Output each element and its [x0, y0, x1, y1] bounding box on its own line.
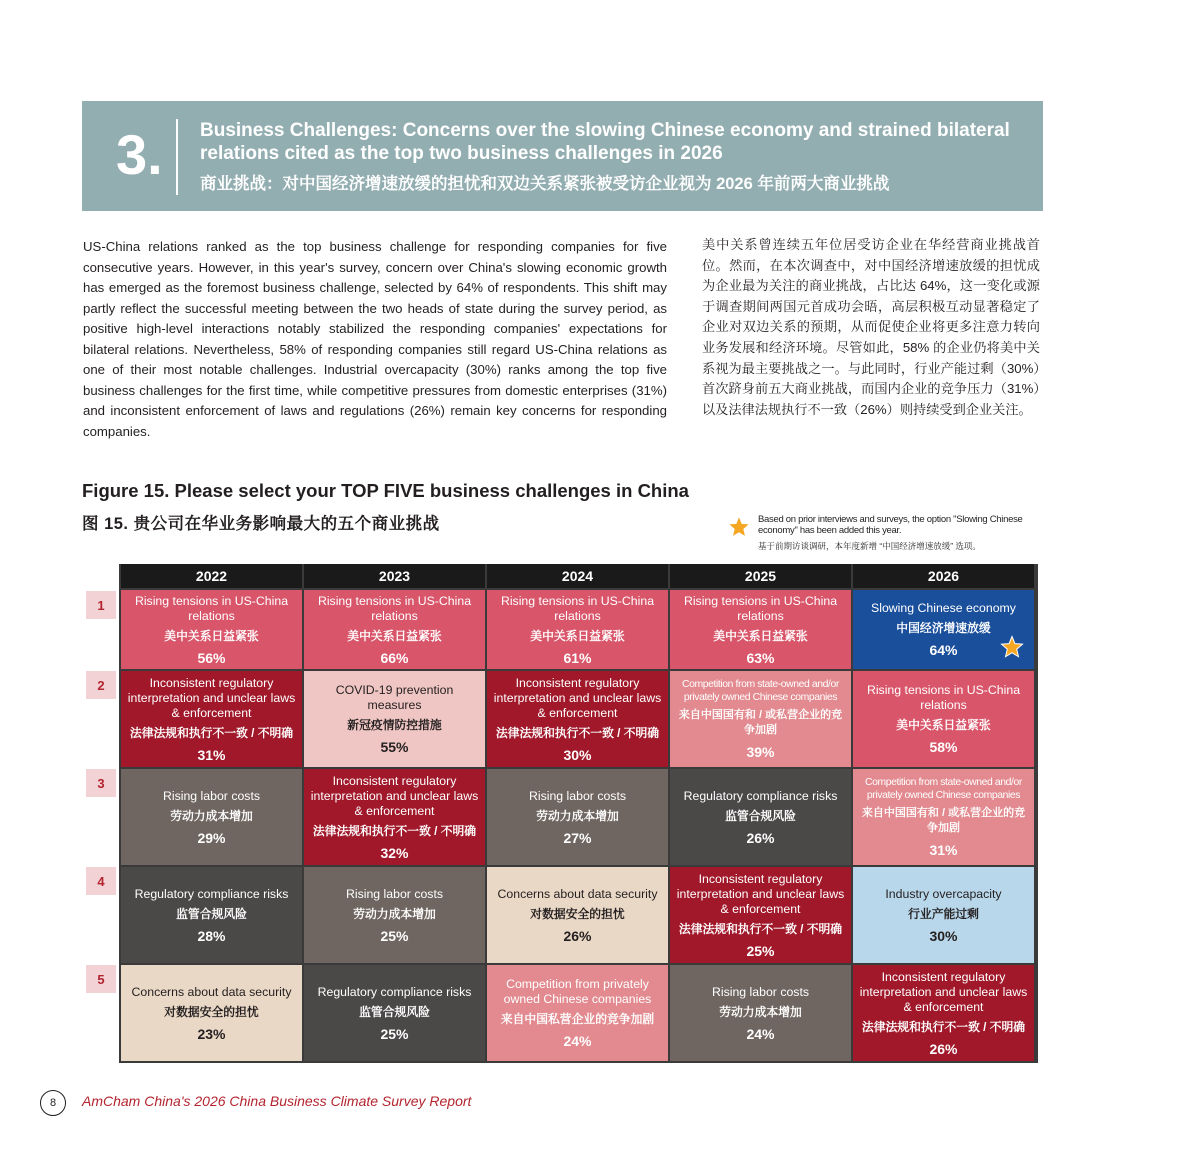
challenge-percent: 30%	[929, 927, 958, 944]
challenge-name-en: Rising tensions in US-China relations	[866, 683, 1021, 712]
challenge-cell	[487, 590, 668, 669]
challenge-name-en: Inconsistent regulatory interpretation and unclear laws & enforcement	[676, 871, 845, 916]
challenge-name-en: Rising labor costs	[711, 984, 810, 999]
challenge-percent: 29%	[197, 829, 226, 846]
challenge-name-zh: 新冠疫情防控措施	[347, 718, 442, 732]
challenge-name-en: Concerns about data security	[131, 984, 292, 999]
challenge-cell	[853, 769, 1034, 865]
challenge-name-zh: 法律法规和执行不一致 / 不明确	[678, 921, 843, 936]
challenge-cell	[853, 590, 1034, 669]
challenge-name-zh: 中国经济增速放缓	[896, 621, 991, 635]
challenge-name-zh: 法律法规和执行不一致 / 不明确	[861, 1019, 1026, 1034]
challenge-name-zh: 美中关系日益紧张	[347, 628, 442, 643]
challenge-name-en: Inconsistent regulatory interpretation and unclear laws & enforcement	[310, 773, 479, 818]
year-header: 2025	[670, 564, 851, 588]
challenge-cell	[121, 769, 302, 865]
challenge-cell	[121, 671, 302, 767]
challenge-cell	[121, 590, 302, 669]
challenge-name-zh: 美中关系日益紧张	[896, 718, 991, 732]
rank-label: 2	[86, 671, 116, 699]
challenge-name-zh: 行业产能过剩	[908, 906, 979, 921]
challenge-percent: 56%	[197, 649, 226, 666]
challenge-name-en: Slowing Chinese economy	[871, 601, 1016, 615]
star-shape	[1002, 637, 1023, 657]
section-number: 3.	[116, 123, 163, 186]
challenge-name-zh: 对数据安全的担忧	[164, 1004, 259, 1019]
rank-label: 4	[86, 867, 116, 895]
challenge-cell	[487, 867, 668, 963]
challenge-percent: 26%	[563, 927, 592, 944]
star-shape	[729, 517, 748, 536]
challenge-name-en: Industry overcapacity	[885, 886, 1002, 901]
challenge-percent: 66%	[380, 649, 409, 666]
challenge-name-zh: 美中关系日益紧张	[713, 628, 808, 643]
challenge-percent: 26%	[929, 1040, 958, 1057]
challenge-cell	[304, 769, 485, 865]
section-title-en: Business Challenges: Concerns over the slowing Chinese economy and strained bilateral relations cited as the top two business challenges in 2026	[200, 120, 1010, 164]
rank-label: 5	[86, 965, 116, 993]
challenge-name-zh: 劳动力成本增加	[170, 808, 253, 823]
body-text-zh: 美中关系曾连续五年位居受访企业在华经营商业挑战首位。然而，在本次调查中，对中国经济增速放缓的担忧成为企业最为关注的商业挑战，占比达 64%，这一变化或源于调查期间两国元首成功会晤，高层积极互动显著稳定了企业对双边关系的预期，从而促使企业将更多注意力转向业务发展和经济环境。尽管如此，58% 的企业仍将美中关系视为最主要挑战之一。与此同时，行业产能过剩（30%）首次跻身前五大商业挑战，而国内企业的竞争压力（31%）以及法律法规执行不一致（26%）则持续受到企业关注。	[702, 237, 1040, 417]
challenge-name-en: Rising tensions in US-China relations	[683, 593, 838, 623]
page-number: 8	[40, 1090, 66, 1116]
challenge-cell	[304, 965, 485, 1061]
banner-divider	[176, 119, 178, 195]
challenge-name-en: Rising labor costs	[162, 788, 261, 803]
challenge-percent: 24%	[746, 1025, 775, 1042]
year-header: 2026	[853, 564, 1034, 588]
challenge-percent: 31%	[197, 746, 226, 763]
body-text-en: US-China relations ranked as the top business challenge for responding companies for five consecutive years. However, in this year's survey, concern over China's slowing economic growth has emerged as the foremost business challenge, selected by 64% of respondents. This shift may partly reflect the successful meeting between the two heads of state during the survey period, as positive high-level interactions notably stabilized the responding companies' expectations for bilateral relations. Nevertheless, 58% of responding companies still regard US-China relations as one of their most notable challenges. Industrial overcapacity (30%) ranks among the top five business challenges for the first time, while competitive pressures from domestic enterprises (31%) and inconsistent enforcement of laws and regulations (26%) remain key concerns for responding companies.	[83, 239, 667, 439]
figure-note-en: Based on prior interviews and surveys, the option "Slowing Chinese economy" has been added this year.	[758, 514, 1023, 536]
challenge-percent: 61%	[563, 649, 592, 666]
challenge-percent: 26%	[746, 829, 775, 846]
challenge-percent: 25%	[746, 942, 775, 959]
challenge-cell	[670, 769, 851, 865]
challenge-name-en: COVID-19 prevention measures	[335, 683, 454, 712]
year-header: 2023	[304, 564, 485, 588]
year-header: 2022	[121, 564, 302, 588]
challenge-cell	[121, 965, 302, 1061]
challenge-cell	[670, 590, 851, 669]
challenge-percent: 24%	[563, 1033, 592, 1049]
challenge-name-en: Concerns about data security	[497, 886, 658, 901]
challenge-name-en: Regulatory compliance risks	[134, 886, 289, 901]
challenge-name-en: Inconsistent regulatory interpretation and unclear laws & enforcement	[859, 969, 1028, 1014]
challenge-name-en: Competition from privately owned Chinese companies	[503, 977, 652, 1006]
section-banner	[82, 101, 1043, 211]
challenge-name-zh: 法律法规和执行不一致 / 不明确	[312, 823, 477, 838]
challenge-percent: 63%	[746, 649, 775, 666]
challenge-percent: 31%	[929, 842, 958, 858]
challenge-name-en: Inconsistent regulatory interpretation and unclear laws & enforcement	[493, 675, 662, 720]
challenge-name-en: Rising labor costs	[345, 886, 444, 901]
rank-label: 1	[86, 591, 116, 619]
challenge-name-en: Regulatory compliance risks	[317, 984, 472, 999]
figure-note-zh: 基于前期访谈调研，本年度新增 “中国经济增速放缓” 选项。	[758, 541, 981, 551]
challenge-name-zh: 来自中国私营企业的竞争加剧	[500, 1012, 655, 1026]
challenge-percent: 64%	[929, 642, 958, 658]
star-icon	[1000, 635, 1024, 659]
challenge-cell	[670, 965, 851, 1061]
challenge-name-en: Rising labor costs	[528, 788, 627, 803]
challenge-cell	[853, 867, 1034, 963]
challenge-name-zh: 监管合规风险	[176, 906, 247, 921]
challenge-name-zh: 美中关系日益紧张	[164, 628, 259, 643]
challenge-name-zh: 法律法规和执行不一致 / 不明确	[495, 725, 660, 740]
challenge-cell	[670, 867, 851, 963]
challenges-table	[119, 564, 1038, 1063]
challenge-name-zh: 监管合规风险	[725, 808, 796, 823]
challenge-cell	[670, 671, 851, 767]
challenge-cell	[304, 671, 485, 767]
challenge-percent: 39%	[746, 744, 775, 760]
challenge-percent: 32%	[380, 844, 409, 861]
challenge-percent: 27%	[563, 829, 592, 846]
challenge-name-en: Rising tensions in US-China relations	[317, 593, 472, 623]
challenge-cell	[304, 590, 485, 669]
challenge-cell	[487, 769, 668, 865]
challenge-percent: 28%	[197, 927, 226, 944]
footer-title: AmCham China's 2026 China Business Climate Survey Report	[82, 1093, 472, 1109]
challenge-percent: 23%	[197, 1025, 226, 1042]
challenge-percent: 58%	[929, 739, 958, 755]
challenge-percent: 25%	[380, 1025, 409, 1042]
section-title-zh: 商业挑战：对中国经济增速放缓的担忧和双边关系紧张被受访企业视为 2026 年前两大商业挑战	[200, 175, 890, 193]
challenge-cell	[304, 867, 485, 963]
challenge-percent: 55%	[380, 739, 409, 755]
challenge-cell	[853, 965, 1034, 1061]
challenge-name-en: Competition from state-owned and/or privately owned Chinese companies	[682, 679, 839, 703]
star-icon	[728, 516, 750, 538]
challenge-name-en: Competition from state-owned and/or privately owned Chinese companies	[865, 777, 1022, 801]
challenge-cell	[853, 671, 1034, 767]
challenge-name-zh: 劳动力成本增加	[719, 1004, 802, 1019]
challenge-cell	[487, 965, 668, 1061]
challenge-percent: 25%	[380, 927, 409, 944]
challenge-name-zh: 来自中国国有和 / 或私营企业的竞争加剧	[678, 709, 843, 736]
challenge-name-zh: 劳动力成本增加	[353, 906, 436, 921]
challenge-name-zh: 美中关系日益紧张	[530, 628, 625, 643]
challenge-name-en: Regulatory compliance risks	[683, 788, 838, 803]
rank-label: 3	[86, 769, 116, 797]
challenge-name-en: Rising tensions in US-China relations	[134, 593, 289, 623]
figure-title-zh: 图 15. 贵公司在华业务影响最大的五个商业挑战	[82, 515, 440, 533]
figure-title-en: Figure 15. Please select your TOP FIVE business challenges in China	[82, 480, 689, 501]
challenge-cell	[487, 671, 668, 767]
challenge-name-zh: 法律法规和执行不一致 / 不明确	[129, 725, 294, 740]
challenge-name-zh: 监管合规风险	[359, 1004, 430, 1019]
challenge-name-en: Rising tensions in US-China relations	[500, 593, 655, 623]
challenge-percent: 30%	[563, 746, 592, 763]
challenge-cell	[121, 867, 302, 963]
challenge-name-zh: 来自中国国有和 / 或私营企业的竞争加剧	[861, 807, 1026, 834]
challenge-name-en: Inconsistent regulatory interpretation and unclear laws & enforcement	[127, 675, 296, 720]
year-header: 2024	[487, 564, 668, 588]
challenge-name-zh: 对数据安全的担忧	[530, 906, 625, 921]
challenge-name-zh: 劳动力成本增加	[536, 808, 619, 823]
